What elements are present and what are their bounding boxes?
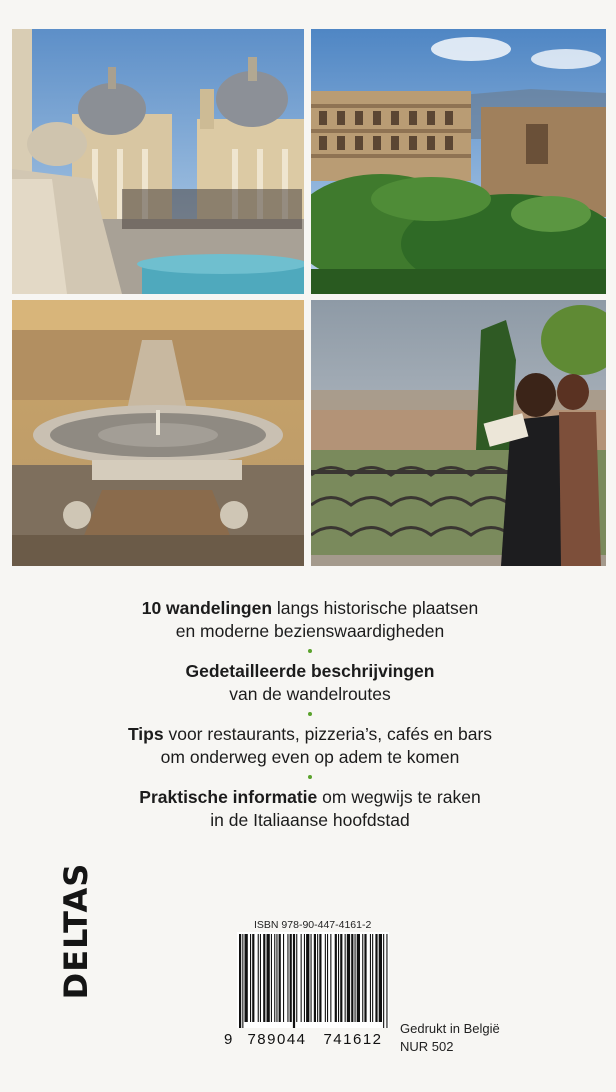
feature-tips <box>40 723 580 769</box>
feature-walks-line2: en moderne bezienswaardigheden <box>175 621 445 641</box>
barcode-bar <box>290 934 292 1022</box>
barcode-bar <box>279 934 281 1022</box>
barcode-bar <box>274 934 275 1022</box>
barcode-bar <box>330 934 331 1022</box>
feature-practical-info-line2: in de Italiaanse hoofdstad <box>210 810 410 830</box>
barcode-bars <box>237 932 389 1028</box>
barcode-digits-right: 741612 <box>323 1031 383 1048</box>
barcode-bar <box>304 934 305 1022</box>
feature-descriptions-line2: van de wandelroutes <box>229 684 391 704</box>
printed-in: Gedrukt in België <box>400 1021 500 1036</box>
barcode-bar <box>271 934 272 1022</box>
colosseum-photo <box>311 29 606 294</box>
publisher-logo-text: DELTAS <box>57 862 95 1000</box>
barcode-bar <box>335 934 337 1022</box>
barcode-bar <box>319 934 321 1022</box>
feature-descriptions-bold: Gedetailleerde beschrijvingen <box>185 661 435 681</box>
barcode-bar <box>347 934 350 1022</box>
feature-practical-info <box>40 786 580 832</box>
barcode-bar <box>283 934 284 1022</box>
feature-descriptions <box>40 660 580 706</box>
barcode-bar <box>327 934 328 1022</box>
isbn-label: ISBN 978-90-447-4161-2 <box>254 919 372 931</box>
barcode-bar <box>263 934 265 1022</box>
barcode <box>237 932 389 1028</box>
barcode-bar <box>260 934 261 1022</box>
barcode-bar <box>245 934 248 1022</box>
barcode-digit-first: 9 <box>224 1031 234 1048</box>
barcode-bar <box>370 934 371 1022</box>
barcode-bar <box>351 934 353 1022</box>
barcode-bar <box>267 934 270 1022</box>
barcode-digits-left: 789044 <box>247 1031 307 1048</box>
barcode-bar <box>386 934 387 1028</box>
feature-tips-rest: voor restaurants, pizzeria’s, cafés en bars <box>163 724 493 744</box>
barcode-digits <box>224 1031 394 1048</box>
bullet-dot <box>308 712 312 716</box>
feature-tips-line2: om onderweg even op adem te komen <box>160 747 460 767</box>
barcode-bar <box>355 934 356 1022</box>
barcode-bar <box>372 934 373 1022</box>
barcode-bar <box>340 934 342 1022</box>
barcode-bar <box>287 934 288 1022</box>
barcode-bar <box>242 934 243 1028</box>
barcode-bar <box>252 934 254 1022</box>
barcode-bar <box>317 934 318 1022</box>
st-peters-square-photo <box>12 300 304 566</box>
barcode-bar <box>301 934 302 1022</box>
barcode-bar <box>239 934 241 1028</box>
barcode-bar <box>357 934 360 1022</box>
feature-list <box>40 597 580 832</box>
barcode-bar <box>306 934 309 1022</box>
barcode-bar <box>325 934 326 1022</box>
barcode-bar <box>345 934 346 1022</box>
barcode-bar <box>379 934 382 1022</box>
barcode-bar <box>362 934 363 1022</box>
barcode-bar <box>364 934 366 1022</box>
feature-walks-bold: 10 wandelingen <box>141 598 273 618</box>
barcode-bar <box>258 934 259 1022</box>
feature-practical-info-rest: om wegwijs te raken <box>317 787 481 807</box>
barcode-bar <box>314 934 316 1022</box>
feature-tips-bold: Tips <box>127 724 164 744</box>
barcode-bar <box>311 934 312 1022</box>
barcode-bar <box>250 934 251 1022</box>
barcode-bar <box>296 934 297 1022</box>
barcode-bar <box>375 934 377 1022</box>
piazza-del-popolo-photo <box>12 29 304 294</box>
barcode-bar <box>383 934 384 1028</box>
feature-walks-rest: langs historische plaatsen <box>272 598 479 618</box>
rome-view-terrace-photo <box>311 300 606 566</box>
feature-walks <box>40 597 580 643</box>
bullet-dot <box>308 649 312 653</box>
barcode-bar <box>338 934 339 1022</box>
barcode-bar <box>293 934 295 1028</box>
print-info <box>400 1020 500 1056</box>
bullet-dot <box>308 775 312 779</box>
nur-code: NUR 502 <box>400 1039 454 1054</box>
feature-practical-info-bold: Praktische informatie <box>139 787 318 807</box>
barcode-bar <box>276 934 277 1022</box>
publisher-logo <box>57 862 95 1000</box>
